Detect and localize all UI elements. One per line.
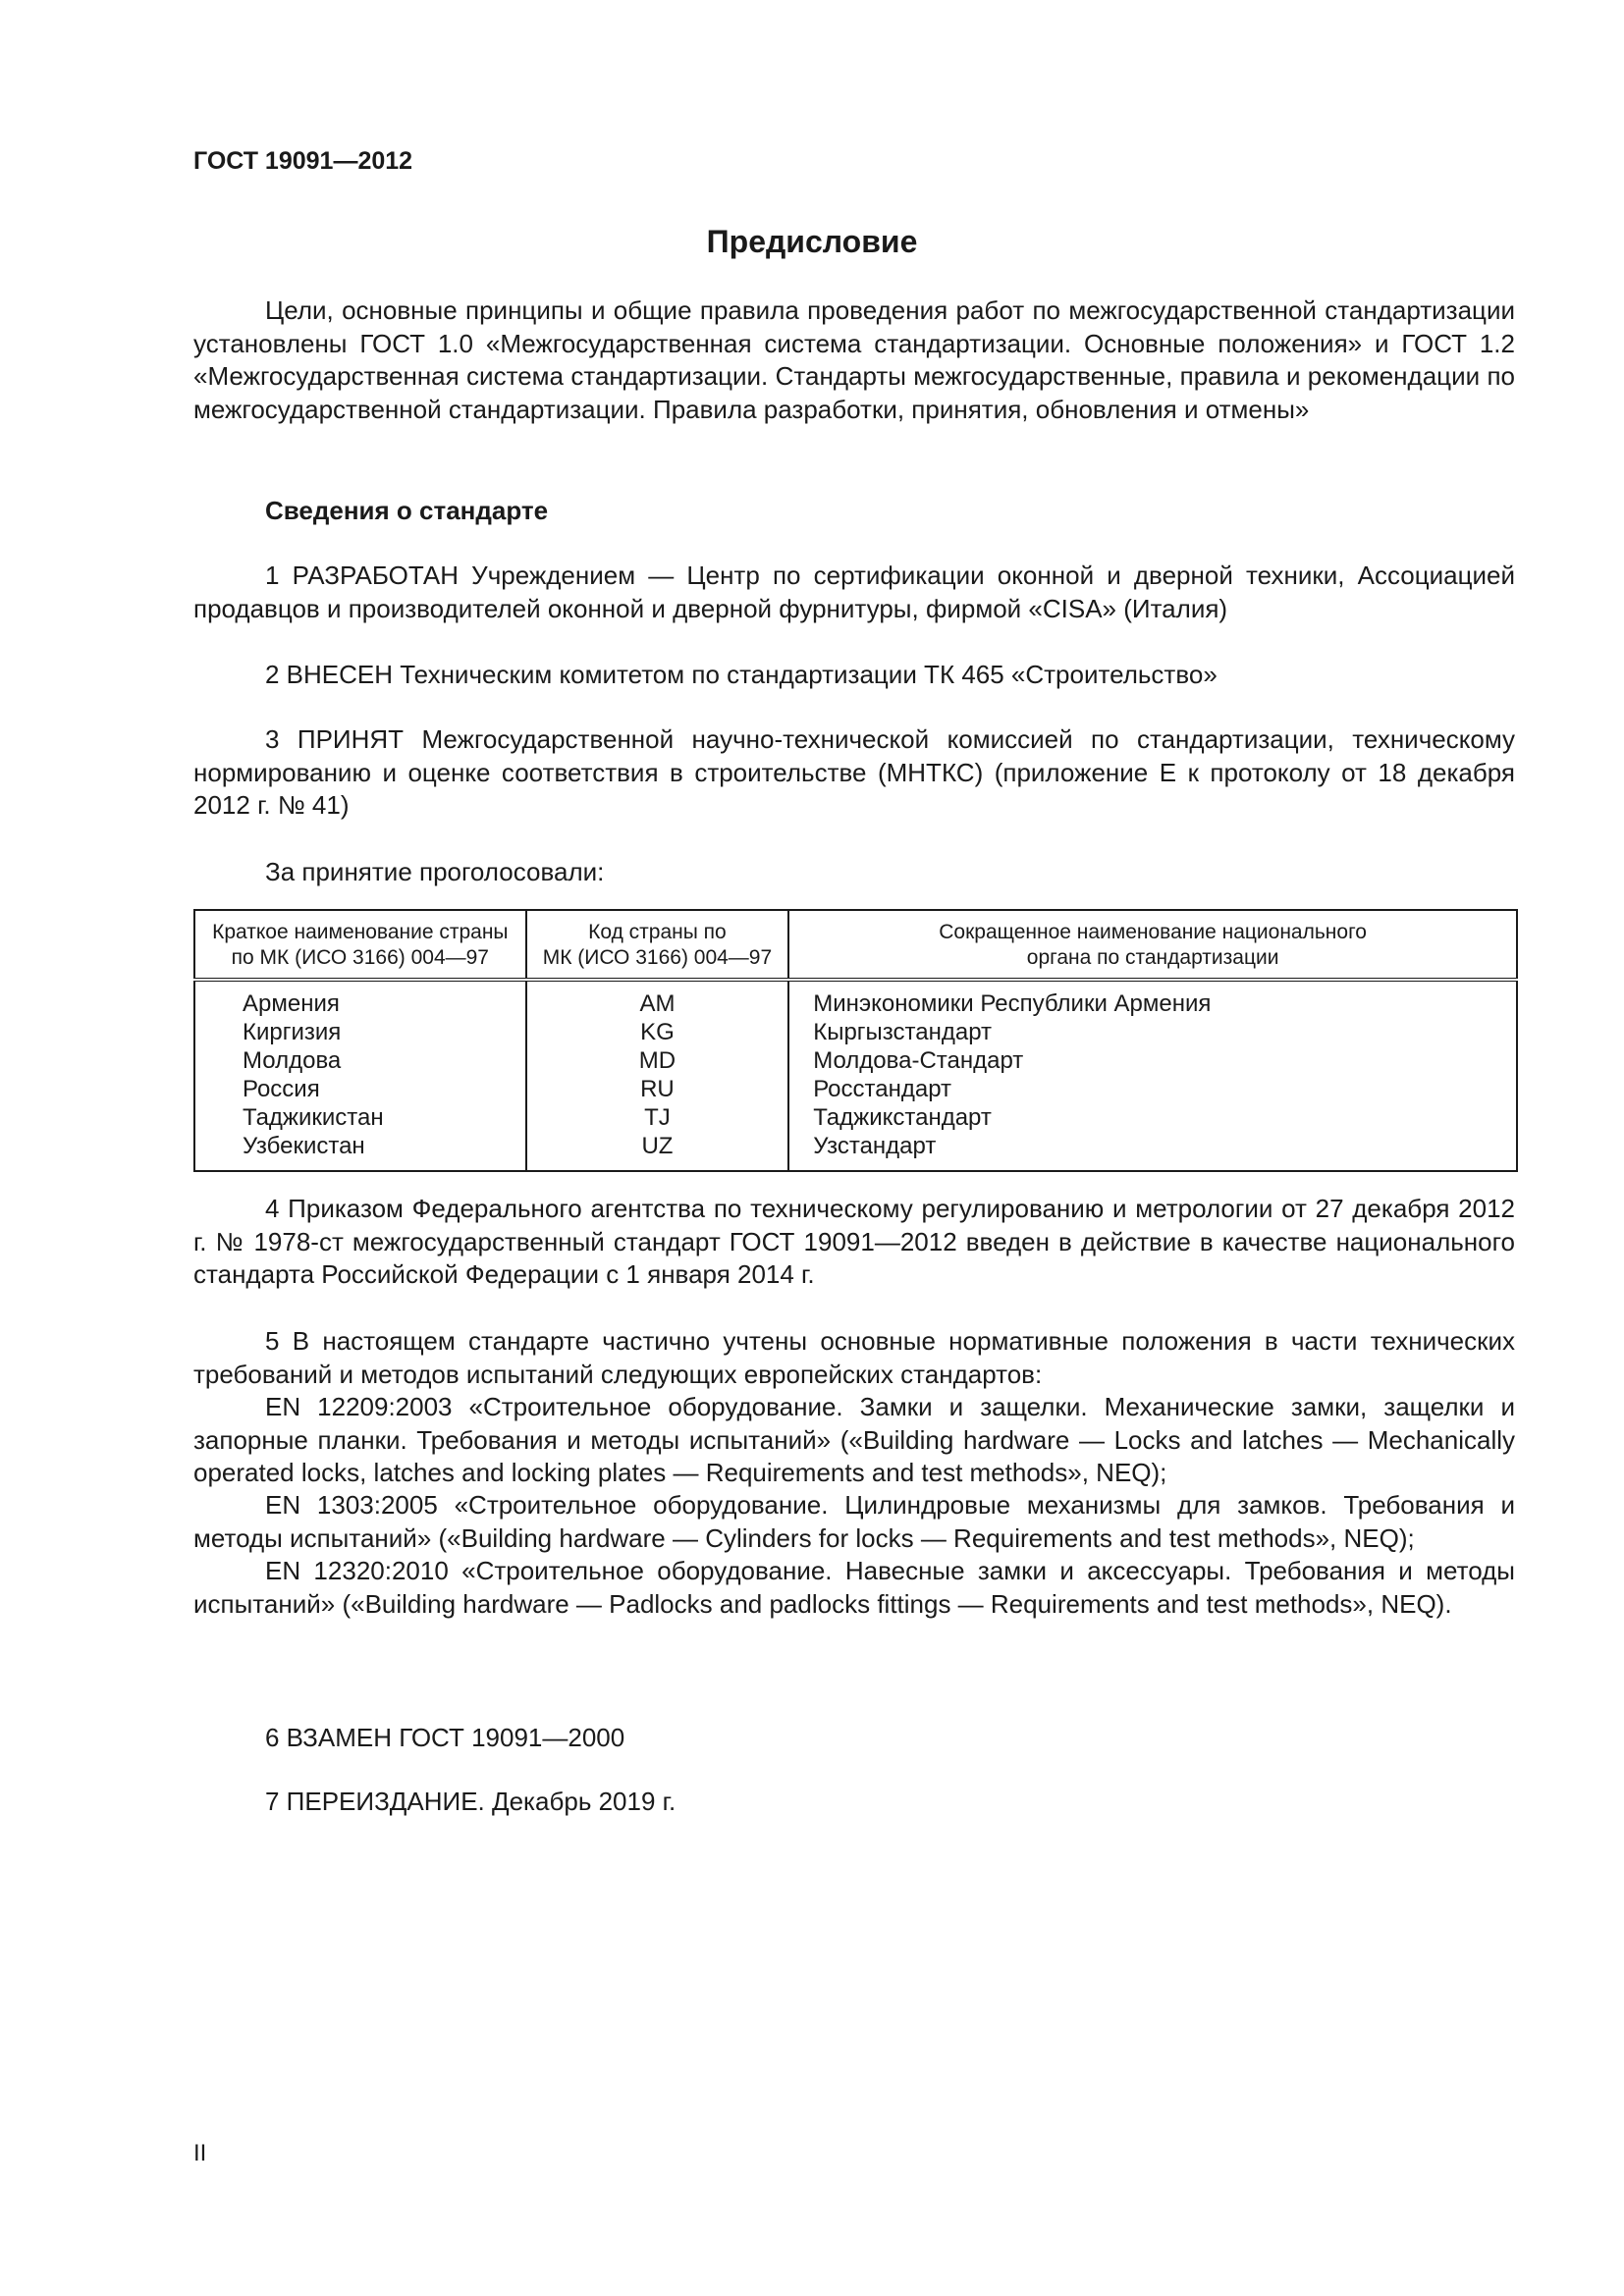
voting-table [193, 909, 1518, 1172]
item-3-adopted: 3 ПРИНЯТ Межгосударственной научно-технической комиссией по стандартизации, техническому нормированию и оценке соответствия в строительстве (МНТКС) (приложение Е к протоколу от 18 декабря 2012 г. № 41) [193, 724, 1515, 820]
header-code-line2: МК (ИСО 3166) 004—97 [542, 946, 773, 969]
item-1-developed: 1 РАЗРАБОТАН Учреждением — Центр по сертификации оконной и дверной техники, Ассоциацией продавцов и производителей оконной и дверной фурнитуры, фирмой «CISA» (Италия) [193, 561, 1515, 623]
item-6-replaces: 6 ВЗАМЕН ГОСТ 19091—2000 [265, 1723, 625, 1752]
cell-code: MD [526, 1046, 789, 1075]
item-5-european-standards: 5 В настоящем стандарте частично учтены основные нормативные положения в части технических требований и методов испытаний следующих европейских стандартов: [193, 1326, 1515, 1389]
table-header-row [194, 910, 1517, 980]
header-country-line2: по МК (ИСО 3166) 004—97 [231, 946, 489, 969]
header-code [526, 910, 789, 980]
item-7-reissue: 7 ПЕРЕИЗДАНИЕ. Декабрь 2019 г. [265, 1787, 677, 1816]
page-number: II [193, 2140, 207, 2166]
header-body [788, 910, 1517, 980]
cell-country: Узбекистан [194, 1132, 526, 1171]
cell-body: Узстандарт [788, 1132, 1517, 1171]
en-12320-reference: EN 12320:2010 «Строительное оборудование. Навесные замки и аксессуары. Требования и методы испытаний» («Building hardware — Padlocks and padlocks fittings — Requirements and test methods», NEQ). [193, 1556, 1515, 1619]
cell-code: RU [526, 1075, 789, 1103]
document-code-header: ГОСТ 19091—2012 [193, 147, 413, 175]
cell-country: Россия [194, 1075, 526, 1103]
header-body-line1: Сокращенное наименование национального [939, 921, 1367, 943]
header-code-line1: Код страны по [588, 921, 727, 943]
table-row [194, 1046, 1517, 1075]
header-country-line1: Краткое наименование страны [212, 921, 509, 943]
table-row [194, 980, 1517, 1018]
cell-body: Росстандарт [788, 1075, 1517, 1103]
en-12209-reference: EN 12209:2003 «Строительное оборудование. Замки и защелки. Механические замки, защелки и запорные планки. Требования и методы испытаний» («Building hardware — Locks and latches — Mechanically operated locks, latches and locking plates — Requirements and test methods», NEQ); [193, 1392, 1515, 1487]
cell-country: Армения [194, 980, 526, 1018]
voted-label: За принятие проголосовали: [265, 857, 605, 886]
cell-country: Киргизия [194, 1018, 526, 1046]
cell-body: Молдова-Стандарт [788, 1046, 1517, 1075]
page-title: Предисловие [706, 224, 918, 259]
table-row [194, 1103, 1517, 1132]
table-row [194, 1132, 1517, 1171]
section-heading: Сведения о стандарте [265, 496, 549, 525]
cell-body: Таджикстандарт [788, 1103, 1517, 1132]
cell-country: Таджикистан [194, 1103, 526, 1132]
item-2-submitted: 2 ВНЕСЕН Техническим комитетом по стандартизации ТК 465 «Строительство» [265, 660, 1218, 689]
item-4-order: 4 Приказом Федерального агентства по техническому регулированию и метрологии от 27 декабря 2012 г. № 1978-ст межгосударственный стандарт ГОСТ 19091—2012 введен в действие в качестве национального стандарта Российской Федерации с 1 января 2014 г. [193, 1194, 1515, 1289]
header-body-line2: органа по стандартизации [1026, 946, 1279, 969]
cell-code: KG [526, 1018, 789, 1046]
cell-country: Молдова [194, 1046, 526, 1075]
cell-body: Кыргызстандарт [788, 1018, 1517, 1046]
en-1303-reference: EN 1303:2005 «Строительное оборудование. Цилиндровые механизмы для замков. Требования и методы испытаний» («Building hardware — Cylinders for locks — Requirements and test methods», NEQ); [193, 1490, 1515, 1553]
cell-code: TJ [526, 1103, 789, 1132]
cell-code: AM [526, 980, 789, 1018]
cell-code: UZ [526, 1132, 789, 1171]
table-row [194, 1075, 1517, 1103]
intro-paragraph: Цели, основные принципы и общие правила проведения работ по межгосударственной стандартизации установлены ГОСТ 1.0 «Межгосударственная система стандартизации. Основные положения» и ГОСТ 1.2 «Межгосударственная система стандартизации. Стандарты межгосударственные, правила и рекомендации по межгосударственной стандартизации. Правила разработки, принятия, обновления и отмены» [193, 295, 1515, 424]
table-row [194, 1018, 1517, 1046]
header-country [194, 910, 526, 980]
cell-body: Минэкономики Республики Армения [788, 980, 1517, 1018]
